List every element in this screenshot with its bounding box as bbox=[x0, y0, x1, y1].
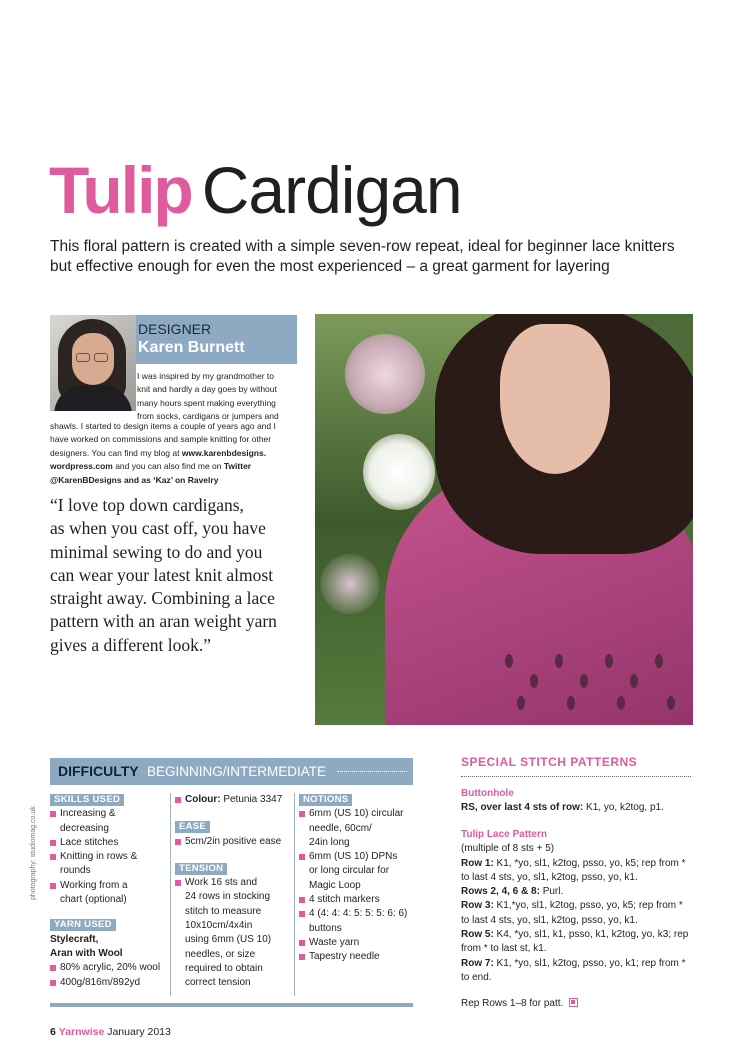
difficulty-bar bbox=[50, 758, 413, 785]
yarn-name: Stylecraft, Aran with Wool bbox=[50, 933, 123, 959]
special-stitch-title: SPECIAL STITCH PATTERNS bbox=[461, 755, 638, 769]
tulip-lace-section: Tulip Lace Pattern (multiple of 8 sts + 5) Row 1: K1, *yo, sl1, k2tog, psso, yo, k5; rep from * to last 4 sts, yo, sl1, k2tog, psso, yo, k1. Rows 2, 4, 6 & 8: Purl. Row 3: K1,*yo, sl1, k2tog, psso, yo, k5; rep from * to last 4 sts, yo, sl1, k2tog, psso, yo, k1. Row 5: K4, *yo, sl1, k1, psso, k1, k2tog, yo, k3; rep from * to last st, k1. Row 7: K1, *yo, sl1, k2tog, psso, yo, k1; rep from * to end. bbox=[461, 828, 693, 985]
repeat-note: Rep Rows 1–8 for patt. bbox=[461, 997, 693, 1011]
list-item: 400g/816m/892yd bbox=[50, 976, 165, 990]
skills-column bbox=[50, 793, 165, 990]
tension-tag: TENSION bbox=[175, 863, 227, 875]
difficulty-label: DIFFICULTY bbox=[58, 763, 139, 779]
pattern-row: Row 1: K1, *yo, sl1, k2tog, psso, yo, k5; rep from * bbox=[461, 857, 686, 869]
list-item: Lace stitches bbox=[50, 836, 165, 850]
list-item: 4 stitch markers bbox=[299, 893, 419, 907]
dotted-divider bbox=[461, 776, 691, 777]
page-footer bbox=[50, 1026, 171, 1038]
difficulty-level: BEGINNING/INTERMEDIATE bbox=[147, 764, 327, 779]
ease-tag: EASE bbox=[175, 821, 210, 833]
title-highlight: Tulip bbox=[49, 153, 192, 227]
pattern-row: Row 5: K4, *yo, sl1, k1, psso, k1, k2tog, yo, k3; rep bbox=[461, 929, 689, 941]
column-divider bbox=[170, 793, 171, 996]
list-item: 80% acrylic, 20% wool bbox=[50, 961, 165, 975]
colour-item: Colour: Petunia 3347 bbox=[175, 793, 290, 807]
column-divider bbox=[294, 793, 295, 996]
twitter-handle: @KarenBDesigns and as ‘Kaz’ on Ravelry bbox=[50, 474, 219, 485]
designer-quote: “I love top down cardigans, as when you cast off, you have minimal sewing to do and you can wear your latest knit almost straight away. Combining a lace pattern with an aran weight yarn gives a different look.” bbox=[50, 495, 277, 655]
page-title bbox=[49, 150, 462, 230]
notions-tag: NOTIONS bbox=[299, 794, 352, 806]
pattern-row: Rows 2, 4, 6 & 8: Purl. bbox=[461, 886, 564, 898]
designer-label: DESIGNER bbox=[138, 321, 212, 337]
intro-text: This floral pattern is created with a simple seven-row repeat, ideal for beginner lace knitters but effective enough for even the most experienced – a great garment for layering bbox=[50, 238, 675, 275]
photo-credit: photography: studiomag.co.uk bbox=[30, 806, 37, 900]
blog-link-2[interactable]: wordpress.com bbox=[50, 461, 113, 472]
designer-bio: shawls. I started to design items a couple of years ago and I have worked on commissions and sample knitting for other designers. You can find my blog at www.karenbdesigns. wordpress.com and you can also find me on Twitter @KarenBDesigns and as ‘Kaz’ on Ravelry bbox=[50, 421, 276, 485]
yarn-tag: YARN USED bbox=[50, 919, 116, 931]
list-item: 5cm/2in positive ease bbox=[175, 835, 290, 849]
page-number: 6 bbox=[50, 1026, 56, 1038]
blog-link[interactable]: www.karenbdesigns. bbox=[181, 447, 267, 458]
title-rest: Cardigan bbox=[201, 153, 462, 227]
designer-photo bbox=[50, 315, 136, 411]
designer-header bbox=[136, 315, 297, 364]
list-item: 4 (4: 4: 4: 5: 5: 5: 6: 6) buttons bbox=[299, 907, 419, 936]
tension-text: Work 16 sts and 24 rows in stocking stitch to measure 10x10cm/4x4in using 6mm (US 10) needles, or size required to obtain correct tension bbox=[175, 876, 290, 990]
issue-date: January 2013 bbox=[107, 1026, 171, 1038]
list-item: 6mm (US 10) DPNs or long circular for Magic Loop bbox=[299, 850, 419, 893]
list-item: Waste yarn bbox=[299, 936, 419, 950]
pattern-row: Row 3: K1,*yo, sl1, k2tog, psso, yo, k5; rep from * bbox=[461, 900, 683, 912]
continue-arrow-icon bbox=[569, 998, 578, 1007]
list-item: Working from a chart (optional) bbox=[50, 879, 165, 908]
buttonhole-section: Buttonhole RS, over last 4 sts of row: K1, yo, k2tog, p1. bbox=[461, 788, 664, 814]
designer-name: Karen Burnett bbox=[138, 339, 245, 356]
list-item: Tapestry needle bbox=[299, 950, 419, 964]
magazine-name: Yarnwise bbox=[58, 1026, 105, 1038]
section-rule bbox=[50, 1003, 413, 1007]
designer-bio-side: I was inspired by my grandmother to knit and hardly a day goes by without many hours spent making everything from socks, cardigans or jumpers and bbox=[137, 371, 279, 422]
hero-photo bbox=[315, 314, 693, 725]
pattern-row: Row 7: K1, *yo, sl1, k2tog, psso, yo, k1; rep from * bbox=[461, 957, 686, 969]
list-item: Knitting in rows & rounds bbox=[50, 850, 165, 879]
list-item: Increasing & decreasing bbox=[50, 807, 165, 836]
colour-tension-column bbox=[175, 793, 290, 991]
list-item: 6mm (US 10) circular needle, 60cm/ 24in long bbox=[299, 807, 419, 850]
notions-column bbox=[299, 793, 419, 965]
skills-tag: SKILLS USED bbox=[50, 794, 124, 806]
